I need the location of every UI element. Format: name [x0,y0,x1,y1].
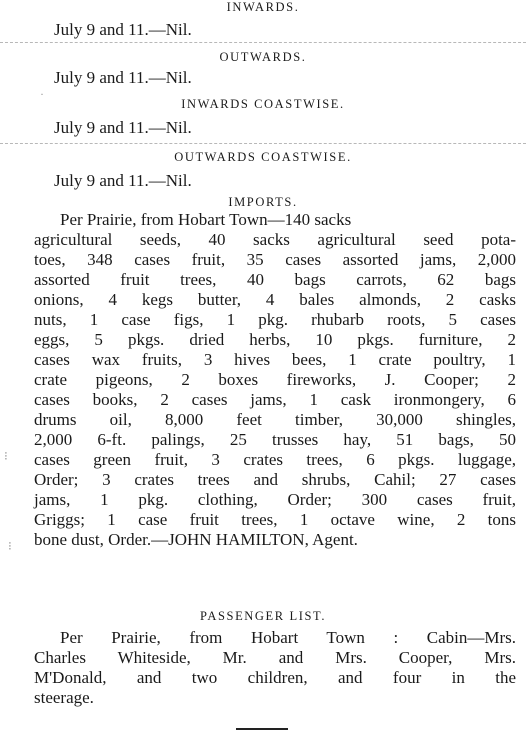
imports-line: drums oil, 8,000 feet timber, 30,000 shingles, [34,410,516,429]
imports-line: Per Prairie, from Hobart Town—140 sacks [60,210,352,229]
section-divider [0,143,526,144]
passenger-line: steerage. [34,688,94,707]
imports-line: bone dust, Order.—JOHN HAMILTON, Agent. [34,530,358,549]
outwards-entry: July 9 and 11.—Nil. [54,68,192,87]
inwards-heading: INWARDS. [226,0,300,14]
imports-line: jams, 1 pkg. clothing, Order; 300 cases fruit, [34,490,516,509]
passenger-line: M'Donald, and two children, and four in the [34,668,516,687]
print-speck: ⁝ [4,449,8,463]
imports-line: Order; 3 crates trees and shrubs, Cahil; 27 cases [34,470,516,489]
passenger-list-paragraph [34,628,516,708]
imports-line: assorted fruit trees, 40 bags carrots, 62 bags [34,270,516,289]
print-speck: · [40,87,44,101]
end-rule [236,728,288,730]
inwards-coastwise-heading: INWARDS COASTWISE. [181,97,345,111]
imports-line: eggs, 5 pkgs. dried herbs, 10 pkgs. furniture, 2 [34,330,516,349]
print-speck: ⁝ [8,539,12,553]
inwards-coastwise-entry: July 9 and 11.—Nil. [54,118,192,137]
imports-paragraph [34,210,516,550]
imports-line: cases green fruit, 3 crates trees, 6 pkgs. luggage, [34,450,516,469]
passenger-line: Charles Whiteside, Mr. and Mrs. Cooper, Mrs. [34,648,516,667]
imports-line: agricultural seeds, 40 sacks agricultural seed pota- [34,230,516,249]
section-divider [0,42,526,43]
imports-line: onions, 4 kegs butter, 4 bales almonds, 2 casks [34,290,516,309]
imports-line: cases wax fruits, 3 hives bees, 1 crate poultry, 1 [34,350,516,369]
imports-line: toes, 348 cases fruit, 35 cases assorted jams, 2,000 [34,250,516,269]
imports-line: crate pigeons, 2 boxes fireworks, J. Cooper; 2 [34,370,516,389]
outwards-coastwise-entry: July 9 and 11.—Nil. [54,171,192,190]
imports-line: Griggs; 1 case fruit trees, 1 octave wine, 2 tons [34,510,516,529]
passenger-list-heading: PASSENGER LIST. [199,609,327,623]
inwards-entry: July 9 and 11.—Nil. [54,20,192,39]
imports-heading: IMPORTS. [228,195,298,209]
passenger-line: Per Prairie, from Hobart Town : Cabin—Mrs. [60,628,516,647]
outwards-heading: OUTWARDS. [219,50,307,64]
imports-line: nuts, 1 case figs, 1 pkg. rhubarb roots, 5 cases [34,310,516,329]
imports-line: cases books, 2 cases jams, 1 cask ironmongery, 6 [34,390,516,409]
imports-line: 2,000 6-ft. palings, 25 trusses hay, 51 bags, 50 [34,430,516,449]
outwards-coastwise-heading: OUTWARDS COASTWISE. [174,150,352,164]
